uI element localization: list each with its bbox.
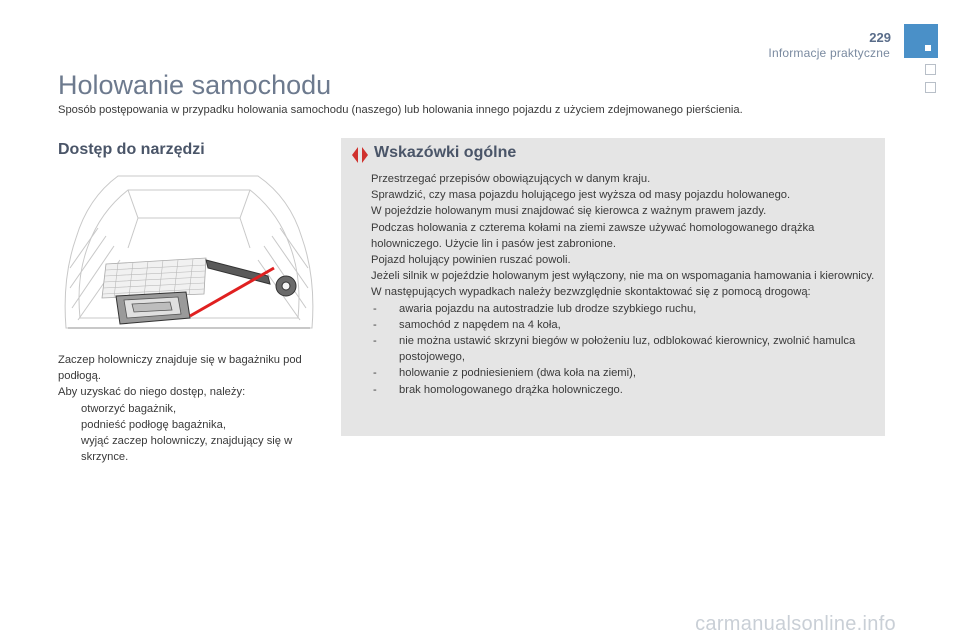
watermark: carmanualsonline.info [695, 613, 896, 635]
list-item: podnieść podłogę bagażnika, [81, 418, 226, 431]
section-tab [904, 24, 938, 58]
dash-bullet: - [373, 367, 377, 380]
list-item: - awaria pojazdu na autostradzie lub drodze szybkiego ruchu, [371, 301, 876, 317]
panel-line: Pojazd holujący powinien ruszać powoli. [371, 254, 571, 267]
panel-body [371, 171, 876, 398]
list-item: - nie można ustawić skrzyni biegów w położeniu luz, odblokować kierownicy, zwolnić hamulca postojowego, [373, 335, 856, 364]
section-tab-empty [925, 82, 936, 93]
panel-line: Podczas holowania z czterema kołami na ziemi zawsze używać homologowanego drążka holowniczego. Użycie lin i pasów jest zabronione. [371, 221, 815, 250]
list-item: otworzyć bagażnik, [81, 402, 177, 415]
page-number: 229 [869, 30, 891, 45]
panel-line: Sprawdzić, czy masa pojazdu holującego jest wyższa od masy pojazdu holowanego. [371, 189, 791, 202]
section-heading-tools: Dostęp do narzędzi [58, 141, 205, 158]
trunk-illustration [58, 168, 320, 336]
page-title: Holowanie samochodu [58, 70, 332, 100]
list-item: - holowanie z podniesieniem (dwa koła na ziemi), [371, 365, 876, 381]
paragraph: Zaczep holowniczy znajduje się w bagażniku pod podłogą. [58, 354, 302, 383]
paragraph: Aby uzyskać do niego dostęp, należy: [58, 386, 246, 399]
section-label: Informacje praktyczne [768, 46, 890, 60]
general-tips-panel [341, 138, 885, 436]
tab-marker-icon [925, 45, 931, 51]
panel-line: Jeżeli silnik w pojeździe holowanym jest wyłączony, nie ma on wspomagania hamowania i kierownicy. [371, 270, 875, 283]
panel-line: W następujących wypadkach należy bezwzględnie skontaktować się z pomocą drogową: [371, 286, 811, 299]
tools-description [58, 352, 320, 465]
page-subtitle: Sposób postępowania w przypadku holowania samochodu (naszego) lub holowania innego pojazdu z użyciem zdejmowanego pierścienia. [58, 104, 743, 116]
panel-line: Przestrzegać przepisów obowiązujących w danym kraju. [371, 173, 651, 185]
dash-bullet: - [373, 302, 377, 315]
dash-bullet: - [373, 318, 377, 331]
list-item: - brak homologowanego drążka holowniczego. [371, 382, 876, 398]
panel-line: W pojeździe holowanym musi znajdować się kierowca z ważnym prawem jazdy. [371, 205, 767, 218]
dash-bullet: - [373, 335, 377, 348]
warning-icon [350, 146, 370, 164]
list-item: - samochód z napędem na 4 koła, [371, 317, 876, 333]
dash-bullet: - [373, 383, 377, 396]
panel-heading: Wskazówki ogólne [374, 144, 517, 161]
section-tab-empty [925, 64, 936, 75]
list-item: wyjąć zaczep holowniczy, znajdujący się w skrzynce. [81, 435, 293, 464]
